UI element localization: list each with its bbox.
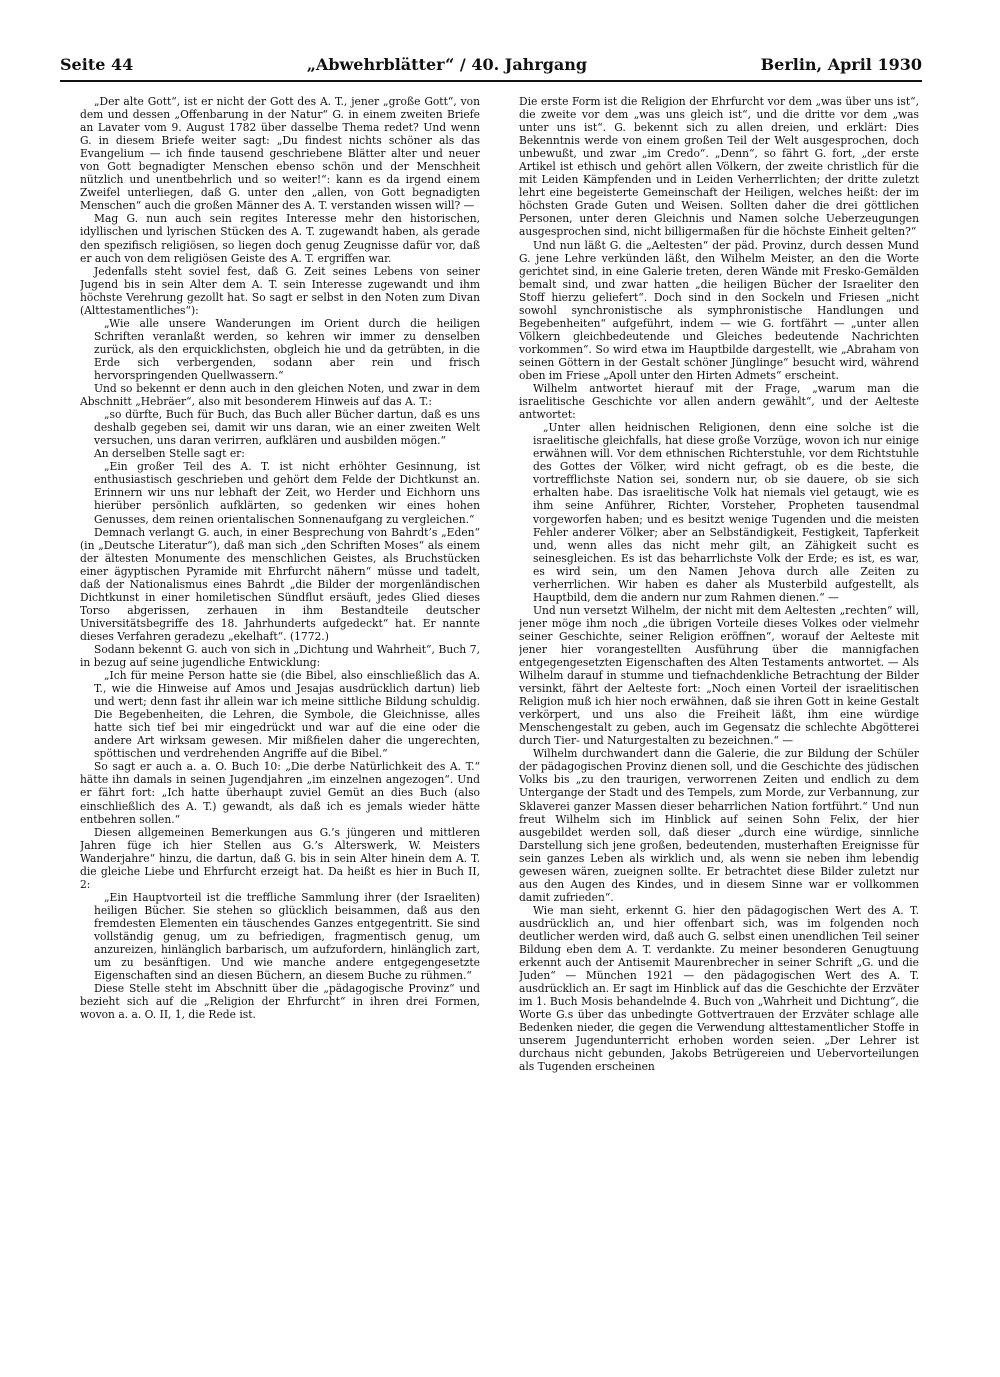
- body-paragraph: An derselben Stelle sagt er:: [94, 447, 245, 461]
- page-number: Seite 44: [60, 55, 134, 74]
- body-paragraph: Diesen allgemeinen Bemerkungen aus G.’s jüngeren und mittleren Jahren füge ich hier Stellen aus G.’s Alterswerk, W. Meisters Wanderjahre“ hinzu, die dartun, daß G. bis in sein Alter hinein dem A. T. die gleiche Liebe und Ehrfurcht erzeigt hat. Da heißt es hier in Buch II, 2:: [80, 825, 480, 891]
- right-column: [519, 95, 919, 1365]
- header-rule: [60, 80, 922, 82]
- quotation-paragraph: „so dürfte, Buch für Buch, das Buch aller Bücher dartun, daß es uns deshalb gegeben sei, damit wir uns daran, wie an einer zweiten Welt versuchen, uns daran verirren, aufklären und ausbilden mögen.“: [94, 408, 480, 448]
- body-paragraph: Wie man sieht, erkennt G. hier den pädagogischen Wert des A. T. ausdrücklich an, und hier offenbart sich, was im folgenden noch deutlicher werden wird, daß auch G. selbst einen unendlichen Teil seiner Bildung eben dem A. T. verdankte. Zu meiner besonderen Genugtuung erkennt auch der Antisemit Maurenbrecher in seiner Schrift „G. und die Juden“ — München 1921 — den pädagogischen Wert des A. T. ausdrücklich an. Er sagt im Hinblick auf das die Geschichte der Erzväter im 1. Buch Mosis behandelnde 4. Buch von „Wahrheit und Dichtung“, die Worte G.s über das unbedingte Gottvertrauen der Erzväter schlage alle Bedenken nieder, die gegen die Verwendung alttestamentlicher Stoffe in unserem Jugendunterricht erhoben worden seien. „Der Lehrer ist durchaus nicht gebunden, Jakobs Betrügereien und Uebervorteilungen als Tugenden erscheinen: [519, 903, 919, 1074]
- body-paragraph: Die erste Form ist die Religion der Ehrfurcht vor dem „was über uns ist“, die zweite vor dem „was uns gleich ist“, und die dritte vor dem „was unter uns ist“. G. bekennt sich zu allen dreien, und erklärt: Dies Bekenntnis werde von einem großen Teil der Welt ausgesprochen, doch unbewußt, und zwar „im Credo“. „Denn“, so fährt G. fort, „der erste Artikel ist ethisch und gehört allen Völkern, der zweite christlich für die mit Leiden Kämpfenden und in Leiden Verherrlichten; der dritte zuletzt lehrt eine begeisterte Gemeinschaft der Heiligen, welches heißt: der im höchsten Grade Guten und Weisen. Sollten daher die drei göttlichen Personen, unter deren Gleichnis und Namen solche Ueberzeugungen ausgesprochen sind, nicht billigermaßen für die höchste Einheit gelten?“: [519, 95, 919, 239]
- quotation-paragraph: „Ein Hauptvorteil ist die treffliche Sammlung ihrer (der Israeliten) heiligen Bücher. Sie stehen so glücklich beisammen, daß aus den fremdesten Elementen ein täuschendes Ganzes entgegentritt. Sie sind vollständig genug, um zu befriedigen, fragmentisch genug, um anzureizen, hinlänglich barbarisch, um aufzufordern, hinlänglich zart, um zu besänftigen. Und wie manche andere entgegengesetzte Eigenschaften sind an diesen Büchern, an diesem Buche zu rühmen.“: [94, 890, 480, 983]
- body-paragraph: Und nun läßt G. die „Aeltesten“ der päd. Provinz, durch dessen Mund G. jene Lehre verkünden läßt, den Wilhelm Meister, an den die Worte gerichtet sind, in eine Galerie treten, deren Wände mit Fresko-Gemälden bemalt sind, und zwar hatten „die heiligen Bücher der Israeliter den Stoff hierzu geliefert“. Doch sind in den Sockeln und Friesen „nicht sowohl synchronistische als symphronistische Handlungen und Begebenheiten“ aufgeführt, indem — wie G. fortfährt — „unter allen Völkern gleichbedeutende und Gleiches bedeutende Nachrichten vorkommen“. So wird etwa im Hauptbilde dargestellt, wie „Abraham von seinen Göttern in der Gestalt schöner Jünglinge“ besucht wird, während oben im Friese „Apoll unter den Hirten Admets“ erscheint.: [519, 238, 919, 382]
- body-paragraph: Wilhelm antwortet hierauf mit der Frage, „warum man die israelitische Geschichte vor allen andern gewählt“, und der Aelteste antwortet:: [519, 382, 919, 422]
- body-paragraph: Sodann bekennt G. auch von sich in „Dichtung und Wahrheit“, Buch 7, in bezug auf seine jugendliche Entwicklung:: [80, 642, 480, 670]
- body-paragraph: Jedenfalls steht soviel fest, daß G. Zeit seines Lebens von seiner Jugend bis in sein Alter dem A. T. sein Interesse zugewandt und ihm höchste Verehrung gezollt hat. So sagt er selbst in den Noten zum Divan (Alttestamentliches“):: [80, 264, 480, 317]
- quotation-paragraph: „Unter allen heidnischen Religionen, denn eine solche ist die israelitische gleichfalls, hat diese große Vorzüge, wovon ich nur einige erwähnen will. Vor dem ethnischen Richterstuhle, vor dem Richtstuhle des Gottes der Völker, wird nicht gefragt, ob es die beste, die vortrefflichste Nation sei, sondern nur, ob sie dauere, ob sie sich erhalten habe. Das israelitische Volk hat niemals viel getaugt, wie es ihm seine Anführer, Richter, Vorsteher, Propheten tausendmal vorgeworfen haben; und es besitzt wenige Tugenden und die meisten Fehler anderer Völker; aber an Selbständigkeit, Festigkeit, Tapferkeit und, wenn alles das nicht mehr gilt, an Zähigkeit sucht es seinesgleichen. Es ist das beharrlichste Volk der Erde; es ist, es war, es wird sein, um den Namen Jehova durch alle Zeiten zu verherrlichen. Wir haben es daher als Musterbild aufgestellt, als Hauptbild, dem die andern nur zum Rahmen dienen.“ —: [533, 421, 919, 604]
- publication-title: „Abwehrblätter“ / 40. Jahrgang: [306, 55, 588, 74]
- quotation-paragraph: „Ich für meine Person hatte sie (die Bibel, also einschließlich das A. T., wie die Hinweise auf Amos und Jesajas ausdrücklich dartun) lieb und wert; denn fast ihr allein war ich meine sittliche Bildung schuldig. Die Begebenheiten, die Lehren, die Symbole, die Gleichnisse, alles hatte sich tief bei mir eingedrückt und war auf die eine oder die andere Art wirksam gewesen. Mir mißfielen daher die ungerechten, spöttischen und verdrehenden Angriffe auf die Bibel.“: [94, 669, 480, 761]
- page-header: [60, 55, 922, 77]
- body-paragraph: Mag G. nun auch sein regites Interesse mehr den historischen, idyllischen und lyrischen Stücken des A. T. zugewandt haben, als gerade den spezifisch religiösen, so liegen doch genug Zeugnisse dafür vor, daß er auch von dem religiösen Geiste des A. T. ergriffen war.: [80, 212, 480, 265]
- body-paragraph: Wilhelm durchwandert dann die Galerie, die zur Bildung der Schüler der pädagogischen Provinz dienen soll, und die Geschichte des jüdischen Volks bis „zu den traurigen, verworrenen Zeiten und endlich zu dem Untergange der Stadt und des Tempels, zum Morde, zur Verbannung, zur Sklaverei ganzer Massen dieser beharrlichen Nation fortführt.“ Und nun freut Wilhelm sich im Hinblick auf seinen Sohn Felix, der hier ausgebildet werden soll, daß dieser „durch eine würdige, sinnliche Darstellung sich jene großen, bedeutenden, musterhaften Ereignisse für sein ganzes Leben als wirklich und, als wenn sie neben ihm lebendig gewesen wären, zueignen sollte. Er betrachtet diese Bilder zuletzt nur aus den Augen des Kindes, und in diesem Sinne war er vollkommen damit zufrieden“.: [519, 747, 919, 904]
- body-paragraph: So sagt er auch a. a. O. Buch 10: „Die derbe Natürlichkeit des A. T.“ hätte ihn damals in seinen Jugendjahren „im einzelnen angezogen“. Und er fährt fort: „Ich hatte überhaupt zuviel Gemüt an dies Buch (also einschließlich des A. T.) gewandt, als daß ich es jemals wieder hätte entbehren sollen.“: [80, 760, 480, 826]
- body-paragraph: Und nun versetzt Wilhelm, der nicht mit dem Aeltesten „rechten“ will, jener möge ihm noch „die übrigen Vorteile dieses Volkes oder vielmehr seiner Geschichte, seiner Religion eröffnen“, worauf der Aelteste mit jener hier vorangestellten Ausführung über die mannigfachen entgegengesetzten Eigenschaften des Alten Testaments antwortet. — Als Wilhelm darauf in stumme und tiefnachdenkliche Betrachtung der Bilder versinkt, fährt der Aelteste fort: „Noch einen Vorteil der israelitischen Religion muß ich hier noch erwähnen, daß sie ihren Gott in keine Gestalt verkörpert, und uns also die Freiheit läßt, ihm eine würdige Menschengestalt zu geben, auch im Gegensatz die schlechte Abgötterei durch Tier- und Naturgestalten zu bezeichnen.“ —: [519, 603, 919, 748]
- place-date: Berlin, April 1930: [760, 55, 922, 74]
- body-paragraph: Und so bekennt er denn auch in den gleichen Noten, und zwar in dem Abschnitt „Hebräer“, also mit besonderem Hinweis auf das A. T.:: [80, 382, 480, 409]
- body-paragraph: „Der alte Gott“, ist er nicht der Gott des A. T., jener „große Gott“, von dem und dessen „Offenbarung in der Natur“ G. in einem zweiten Briefe an Lavater vom 9. August 1782 über dasselbe Thema redet? Und wenn G. in diesem Briefe weiter sagt: „Du findest nichts schöner als das Evangelium — ich finde tausend geschriebene Blätter alter und neuer von Gott begnadigter Menschen ebenso schön und der Menschheit nützlich und unentbehrlich und so weiter!“: kann es da irgend einem Zweifel unterliegen, daß G. unter den „allen, von Gott begnadigten Menschen“ auch die großen Männer des A. T. verstanden wissen will? —: [80, 95, 480, 213]
- quotation-paragraph: „Ein großer Teil des A. T. ist nicht erhöhter Gesinnung, ist enthusiastisch geschrieben und gehört dem Felde der Dichtkunst an. Erinnern wir uns nur lebhaft der Zeit, wo Herder und Eichhorn uns hierüber persönlich aufklärten, so gedenken wir eines hohen Genusses, dem reinen orientalischen Sonnenaufgang zu vergleichen.“: [94, 460, 480, 526]
- left-column: [80, 95, 480, 1365]
- body-paragraph: Demnach verlangt G. auch, in einer Besprechung von Bahrdt’s „Eden“ (in „Deutsche Literatur“), daß man sich „den Schriften Moses“ als einem der ältesten Monumente des menschlichen Geistes, als Bruchstücken einer ägyptischen Pyramide mit Ehrfurcht nähern“ müsse und tadelt, daß der Nationalismus eines Bahrdt „die Bilder der morgenländischen Dichtkunst in einer homiletischen Sündflut ersäuft, jedes Glied dieses Torso abgerissen, zerhauen in ihm Bestandteile deutscher Universitätsbegriffe des 18. Jahrhunderts aufgedeckt“ hat. Er nannte dieses Verfahren geradezu „ekelhaft“. (1772.): [80, 525, 480, 643]
- body-paragraph: Diese Stelle steht im Abschnitt über die „pädagogische Provinz“ und bezieht sich auf die „Religion der Ehrfurcht“ in ihren drei Formen, wovon a. a. O. II, 1, die Rede ist.: [80, 982, 480, 1022]
- quotation-paragraph: „Wie alle unsere Wanderungen im Orient durch die heiligen Schriften veranlaßt werden, so kehren wir immer zu denselben zurück, als den erquicklichsten, obgleich hie und da getrübten, in die Erde sich verbergenden, sodann aber rein und frisch hervorspringenden Quellwassern.“: [94, 316, 480, 382]
